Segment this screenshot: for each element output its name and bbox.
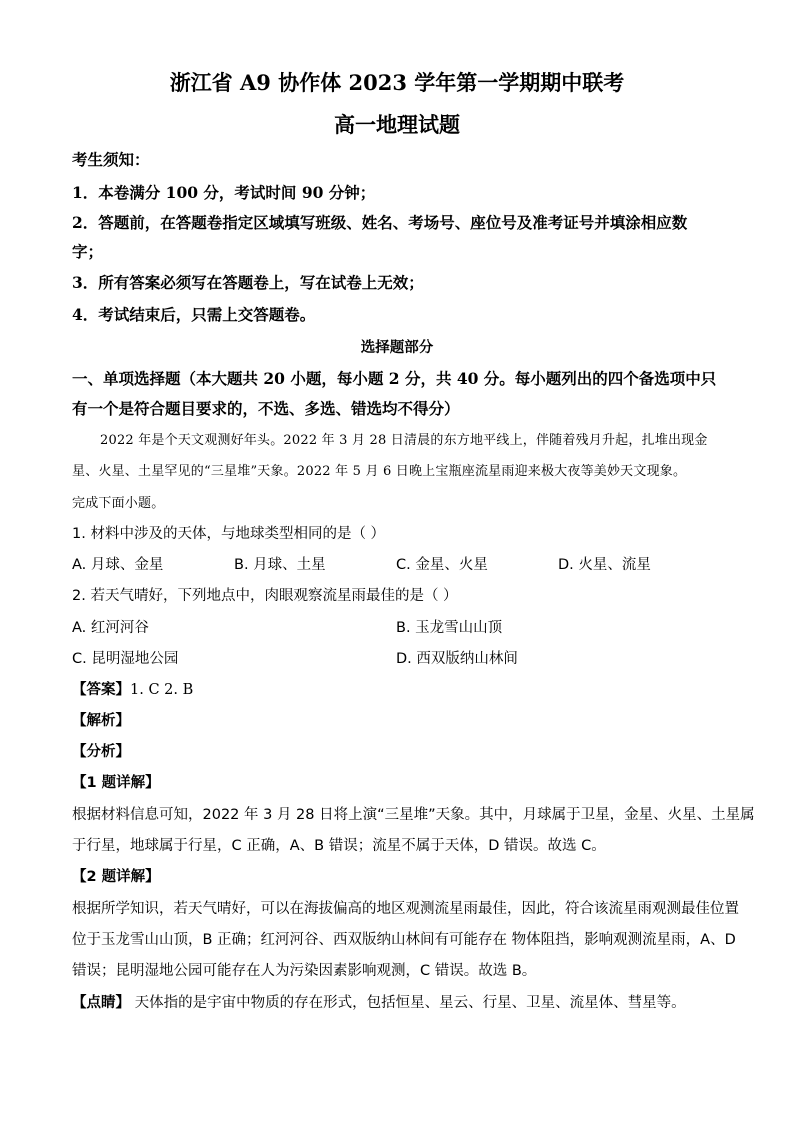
notice-item: 4．考试结束后，只需上交答题卷。 bbox=[72, 305, 316, 324]
material-text: 星、火星、土星罕见的“三星堆”天象。2022 年 5 月 6 日晚上宝瓶座流星雨迎来极大夜等美妙天文现象。 bbox=[72, 464, 687, 479]
q1-detail-text: 于行星，地球属于行星，C 正确，A、B 错误；流星不属于天体，D 错误。故选 C。 bbox=[72, 838, 606, 854]
notice-item: 1．本卷满分 100 分，考试时间 90 分钟； bbox=[72, 183, 376, 202]
question-option: C. 金星、火星 bbox=[396, 557, 488, 573]
notice-item: 字； bbox=[72, 242, 104, 261]
q2-detail-heading: 【2 题详解】 bbox=[72, 869, 160, 885]
question-option: D. 火星、流星 bbox=[558, 557, 651, 573]
dianjing-label: 【点睛】 bbox=[72, 995, 130, 1011]
q1-detail-heading: 【1 题详解】 bbox=[72, 775, 160, 791]
notice-item: 2．答题前，在答题卷指定区域填写班级、姓名、考场号、座位号及准考证号并填涂相应数 bbox=[72, 213, 688, 232]
exam-title: 浙江省 A9 协作体 2023 学年第一学期期中联考 bbox=[169, 70, 625, 95]
notice-heading: 考生须知： bbox=[72, 150, 150, 169]
q1-detail-text: 根据材料信息可知，2022 年 3 月 28 日将上演“三星堆”天象。其中，月球属于卫星，金星、火星、土星属 bbox=[72, 807, 755, 823]
analysis-jiexi-label: 【解析】 bbox=[72, 713, 130, 729]
q2-detail-text: 位于玉龙雪山山顶，B 正确；红河河谷、西双版纳山林间有可能存在 物体阻挡，影响观测流星雨，A、D bbox=[72, 932, 736, 948]
question-stem: 1. 材料中涉及的天体，与地球类型相同的是（ ） bbox=[72, 526, 386, 542]
q2-detail-text: 错误；昆明湿地公园可能存在人为污染因素影响观测，C 错误。故选 B。 bbox=[72, 963, 537, 979]
material-text: 完成下面小题。 bbox=[72, 496, 165, 511]
answer-line bbox=[72, 680, 193, 700]
exam-subtitle: 高一地理试题 bbox=[334, 112, 460, 137]
question-option: B. 玉龙雪山山顶 bbox=[396, 620, 503, 636]
question-option: B. 月球、土星 bbox=[234, 557, 326, 573]
question-option: D. 西双版纳山林间 bbox=[396, 651, 518, 667]
section-label: 选择题部分 bbox=[360, 339, 434, 356]
question-option: A. 红河河谷 bbox=[72, 620, 149, 636]
question-option: C. 昆明湿地公园 bbox=[72, 651, 179, 667]
section-instruction: 有一个是符合题目要求的，不选、多选、错选均不得分） bbox=[72, 399, 460, 418]
answer-label: 【答案】 bbox=[72, 682, 130, 698]
dianjing-line bbox=[72, 993, 686, 1013]
q2-detail-text: 根据所学知识，若天气晴好，可以在海拔偏高的地区观测流星雨最佳，因此，符合该流星雨观测最佳位置 bbox=[72, 901, 739, 917]
section-instruction: 一、单项选择题（本大题共 20 小题，每小题 2 分，共 40 分。每小题列出的四个备选项中只 bbox=[72, 369, 717, 388]
material-text: 2022 年是个天文观测好年头。2022 年 3 月 28 日清晨的东方地平线上，伴随着残月升起，扎堆出现金 bbox=[100, 433, 708, 448]
question-option: A. 月球、金星 bbox=[72, 557, 164, 573]
notice-item: 3．所有答案必须写在答题卷上，写在试卷上无效； bbox=[72, 273, 424, 292]
dianjing-text: 天体指的是宇宙中物质的存在形式，包括恒星、星云、行星、卫星、流星体、彗星等。 bbox=[130, 995, 686, 1011]
answer-value: 1. C 2. B bbox=[130, 682, 194, 698]
question-stem: 2. 若天气晴好，下列地点中，肉眼观察流星雨最佳的是（ ） bbox=[72, 588, 458, 604]
analysis-fenxi-label: 【分析】 bbox=[72, 744, 130, 760]
